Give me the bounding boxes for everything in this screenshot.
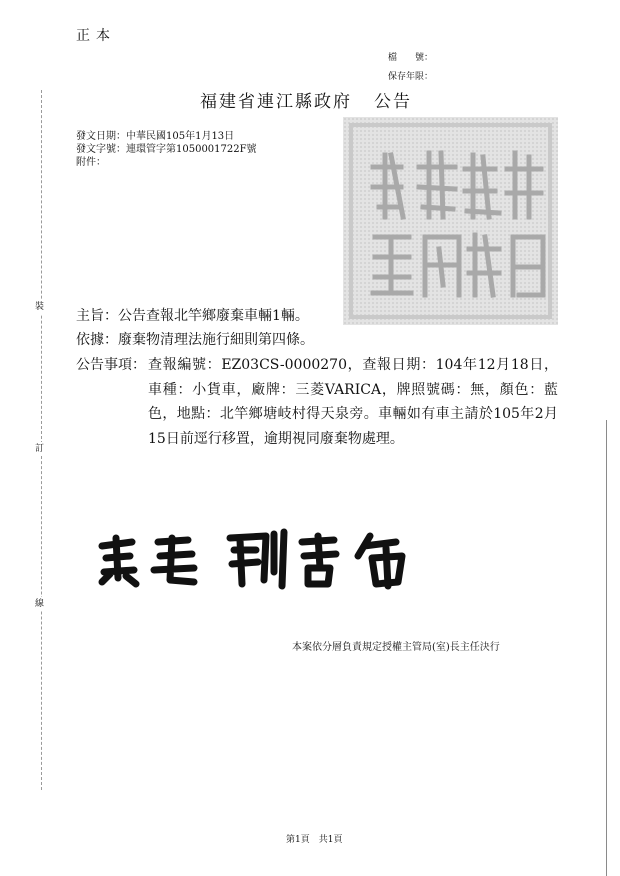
binding-mark-zhuang: 裝 bbox=[35, 302, 45, 312]
delegation-note: 本案依分層負責規定授權主管局(室)長主任決行 bbox=[292, 642, 500, 653]
issue-reference: 發文字號：連環管字第1050001722F號 bbox=[76, 144, 257, 155]
binding-mark-xian: 線 bbox=[35, 599, 45, 609]
copy-label: 正本 bbox=[76, 28, 116, 44]
subject-line: 主旨：公告查報北竿鄉廢棄車輛1輛。 bbox=[76, 308, 309, 324]
binding-line bbox=[41, 90, 42, 790]
page-edge-line bbox=[606, 420, 607, 876]
notice-label: 公告事項： bbox=[76, 357, 146, 373]
magistrate-signature bbox=[96, 528, 426, 594]
issuance-info bbox=[76, 130, 257, 169]
attachments: 附件： bbox=[76, 157, 106, 168]
issue-date: 發文日期：中華民國105年1月13日 bbox=[76, 131, 235, 142]
notice-items-text: 查報編號：EZ03CS-0000270，查報日期：104年12月18日，車種：小貨車，廠牌：三菱VARICA，牌照號碼：無，顏色：藍色，地點：北竿鄉塘岐村得天泉旁。車輛如有車主請於105年2月15日前逕行移置，逾期視同廢棄物處理。 bbox=[148, 357, 558, 447]
page-number: 第1頁 共1頁 bbox=[286, 835, 343, 845]
retention-label: 保存年限： bbox=[388, 72, 434, 82]
agency-name: 福建省連江縣政府 bbox=[200, 92, 352, 112]
document-type: 公告 bbox=[374, 92, 412, 112]
file-number-label: 檔 號： bbox=[388, 53, 434, 63]
document-title bbox=[200, 87, 412, 112]
official-seal bbox=[343, 117, 558, 325]
binding-mark-ding: 訂 bbox=[35, 444, 45, 454]
basis-line: 依據：廢棄物清理法施行細則第四條。 bbox=[76, 332, 314, 348]
signature-icon bbox=[96, 528, 426, 590]
seal-stamp-icon bbox=[343, 117, 558, 325]
